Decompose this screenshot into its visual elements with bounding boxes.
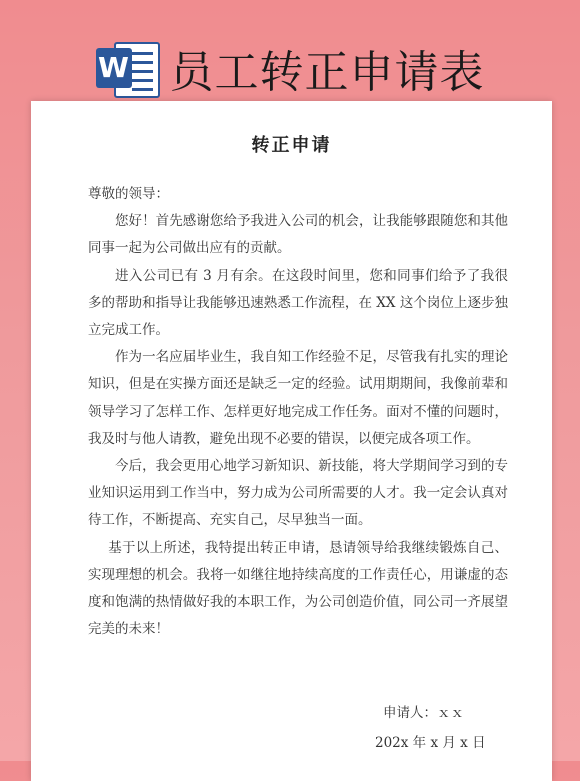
date-line: 202x 年 x 月 x 日 [375, 735, 486, 751]
paragraph-3: 作为一名应届毕业生，我自知工作经验不足，尽管我有扎实的理论知识，但是在实操方面还是缺乏一定的经验。试用期期间，我像前辈和领导学习了怎样工作、怎样更好地完成工作任务。面对不懂的问题时，我及时与他人请教，避免出现不必要的错误，以便完成各项工作。 [88, 349, 508, 447]
document-body [88, 181, 508, 643]
word-w-badge: W [96, 48, 132, 88]
document-page [31, 101, 552, 781]
document-title: 转正申请 [251, 135, 332, 156]
paragraph-1: 您好！首先感谢您给予我进入公司的机会，让我能够跟随您和其他同事一起为公司做出应有的贡献。 [88, 213, 508, 257]
banner-title: 员工转正申请表 [169, 47, 485, 98]
salutation: 尊敬的领导： [88, 186, 169, 202]
paragraph-4: 今后，我会更用心地学习新知识、新技能，将大学期间学习到的专业知识运用到工作当中，努力成为公司所需要的人才。我一定会认真对待工作，不断提高、充实自己，尽早独当一面。 [88, 458, 508, 529]
paragraph-5: 基于以上所述，我特提出转正申请，恳请领导给我继续锻炼自己、实现理想的机会。我将一如继往地持续高度的工作责任心，用谦虚的态度和饱满的热情做好我的本职工作，为公司创造价值，同公司一齐展望完美的未来！ [88, 539, 508, 638]
word-icon [96, 40, 160, 96]
applicant-line: 申请人：ｘｘ [383, 705, 464, 721]
paragraph-2: 进入公司已有 3 月有余。在这段时间里，您和同事们给予了我很多的帮助和指导让我能够迅速熟悉工作流程，在 XX 这个岗位上逐步独立完成工作。 [88, 267, 508, 339]
banner [0, 36, 580, 100]
